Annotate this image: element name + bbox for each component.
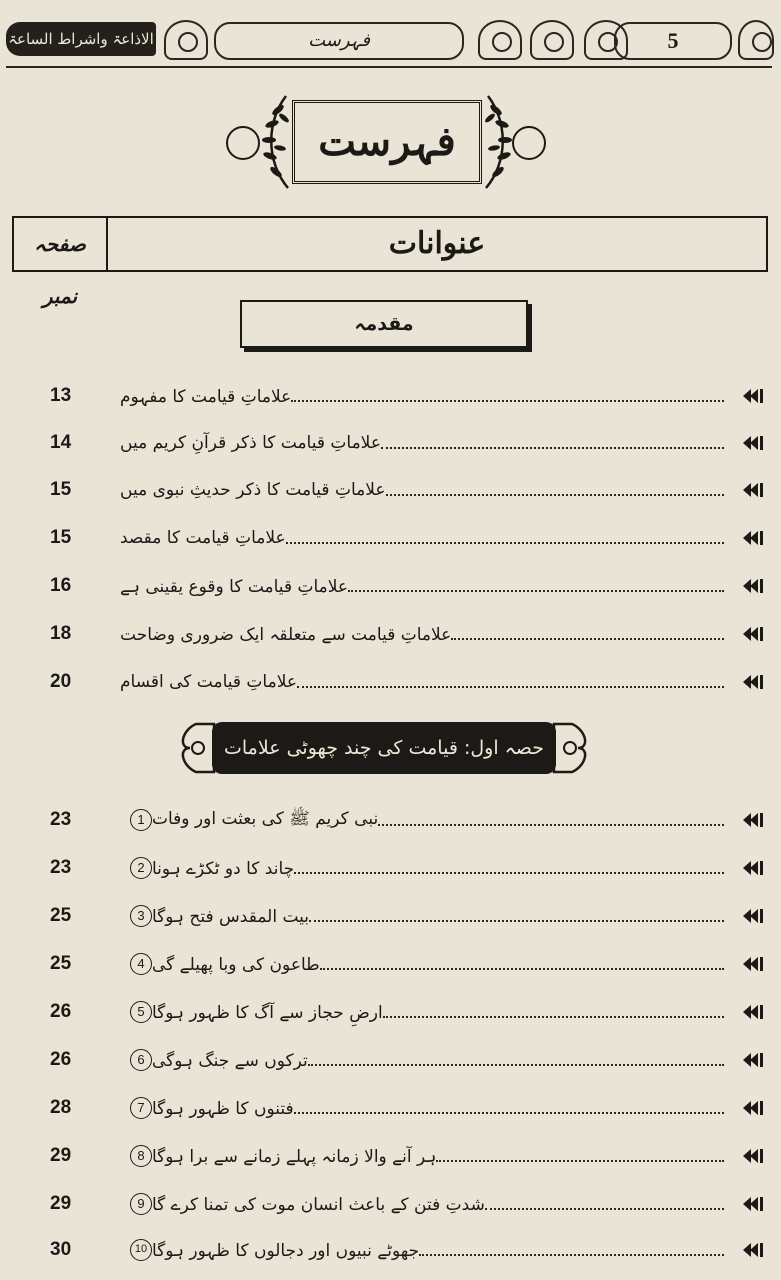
dot-leader (386, 494, 724, 496)
book-title-tab: الاذاعۃ واشراط الساعۃ (6, 22, 156, 56)
entry-number-badge: 9 (130, 1193, 152, 1215)
entry-page: 16 (50, 575, 72, 596)
running-title: فہرست (214, 22, 464, 60)
entry-title: علاماتِ قیامت کا وقوع یقینی ہے (120, 576, 349, 597)
toc-entry[interactable] (50, 1230, 766, 1270)
entry-page: 13 (50, 385, 72, 406)
toc-entry[interactable] (50, 518, 766, 558)
column-topics-label: عنوانات (388, 226, 486, 261)
entry-body (120, 470, 732, 510)
entry-title: جھوٹے نبیوں اور دجالوں کا ظہور ہوگا (152, 1240, 420, 1261)
triple-arrow-icon (742, 387, 766, 405)
entry-body (120, 944, 732, 984)
circle-ornament-icon (226, 126, 260, 160)
title-banner (226, 92, 548, 192)
page-number: 5 (614, 22, 732, 60)
entry-page: 25 (50, 905, 72, 926)
dot-leader (308, 1064, 724, 1066)
entry-page: 14 (50, 432, 72, 453)
entry-body (120, 1136, 732, 1176)
dot-leader (291, 400, 724, 402)
toc-entry[interactable] (50, 470, 766, 510)
column-header (12, 216, 768, 308)
dot-leader (451, 638, 724, 640)
entry-title: چاند کا دو ٹکڑے ہونا (152, 858, 295, 879)
dot-leader (419, 1254, 724, 1256)
intro-section-heading: مقدمہ (240, 300, 528, 348)
triple-arrow-icon (742, 1051, 766, 1069)
toc-entry[interactable] (50, 614, 766, 654)
entry-title: ہر آنے والا زمانہ پہلے زمانے سے برا ہوگا (152, 1146, 437, 1167)
entry-title: فتنوں کا ظہور ہوگا (152, 1098, 294, 1119)
laurel-icon (256, 92, 296, 192)
entry-title: علاماتِ قیامت کا مقصد (120, 528, 286, 548)
toc-entry[interactable] (50, 662, 766, 702)
triple-arrow-icon (742, 811, 766, 829)
entry-number-badge: 4 (130, 953, 152, 975)
entry-body (120, 518, 732, 558)
dot-leader (381, 447, 724, 449)
entry-number-badge: 3 (130, 905, 152, 927)
dot-leader (485, 1208, 724, 1210)
triple-arrow-icon (742, 481, 766, 499)
entry-page: 28 (50, 1097, 72, 1118)
toc-entry[interactable] (50, 848, 766, 888)
entry-body (120, 1088, 732, 1128)
entry-page: 30 (50, 1239, 72, 1260)
dot-leader (383, 1016, 724, 1018)
entry-page: 18 (50, 623, 72, 644)
entry-title: علاماتِ قیامت کا ذکر حدیثِ نبوی میں (120, 480, 386, 500)
ornament-icon (738, 20, 774, 60)
ornament-cap-icon (552, 720, 592, 776)
header-rule (6, 66, 772, 68)
entry-title: شدتِ فتن کے باعث انسان موت کی تمنا کرے گا (152, 1194, 485, 1215)
entry-body (120, 376, 732, 416)
entry-page: 23 (50, 809, 72, 830)
triple-arrow-icon (742, 1147, 766, 1165)
entry-page: 29 (50, 1193, 72, 1214)
entry-number-badge: 8 (130, 1145, 152, 1167)
dot-leader (294, 1112, 724, 1114)
toc-entry[interactable] (50, 896, 766, 936)
triple-arrow-icon (742, 673, 766, 691)
entry-body (120, 1184, 732, 1224)
entry-title: علاماتِ قیامت کا مفہوم (120, 386, 292, 407)
triple-arrow-icon (742, 1241, 766, 1259)
toc-entry[interactable] (50, 423, 766, 463)
toc-entry[interactable] (50, 566, 766, 606)
triple-arrow-icon (742, 1099, 766, 1117)
triple-arrow-icon (742, 859, 766, 877)
entry-body (120, 614, 732, 654)
dot-leader (294, 872, 724, 874)
entry-body (120, 423, 732, 463)
toc-entry[interactable] (50, 800, 766, 840)
entry-body (120, 992, 732, 1032)
entry-body (120, 896, 732, 936)
entry-page: 15 (50, 479, 72, 500)
entry-page: 26 (50, 1001, 72, 1022)
toc-entry[interactable] (50, 1088, 766, 1128)
ornament-cap-icon (176, 720, 216, 776)
toc-entry[interactable] (50, 376, 766, 416)
toc-entry[interactable] (50, 992, 766, 1032)
dot-leader (348, 590, 724, 592)
entry-page: 20 (50, 671, 72, 692)
ornament-icon (164, 20, 208, 60)
dot-leader (309, 920, 724, 922)
triple-arrow-icon (742, 529, 766, 547)
toc-entry[interactable] (50, 944, 766, 984)
toc-entry[interactable] (50, 1136, 766, 1176)
entry-title: بیت المقدس فتح ہوگا (152, 906, 310, 927)
ornament-icon (478, 20, 522, 60)
entry-page: 29 (50, 1145, 72, 1166)
entry-title: نبی کریم ﷺ کی بعثت اور وفات (152, 808, 379, 829)
triple-arrow-icon (742, 907, 766, 925)
entry-body (120, 848, 732, 888)
dot-leader (378, 824, 724, 826)
entry-title: ترکوں سے جنگ ہوگی (152, 1050, 308, 1071)
entry-number-badge: 6 (130, 1049, 152, 1071)
entry-number-badge: 2 (130, 857, 152, 879)
entry-body (120, 662, 732, 702)
dot-leader (286, 542, 724, 544)
entry-body (120, 566, 732, 606)
triple-arrow-icon (742, 625, 766, 643)
entry-page: 25 (50, 953, 72, 974)
entry-page: 23 (50, 857, 72, 878)
entry-page: 26 (50, 1049, 72, 1070)
running-header (0, 10, 781, 62)
toc-entry[interactable] (50, 1184, 766, 1224)
triple-arrow-icon (742, 955, 766, 973)
circle-ornament-icon (512, 126, 546, 160)
triple-arrow-icon (742, 1195, 766, 1213)
entry-body (120, 1230, 732, 1270)
ornament-icon (530, 20, 574, 60)
column-page-label: صفحہ نمبر (34, 232, 86, 308)
entry-number-badge: 10 (130, 1239, 152, 1261)
entry-number-badge: 5 (130, 1001, 152, 1023)
entry-page: 15 (50, 527, 72, 548)
part-one-banner (176, 720, 592, 776)
dot-leader (320, 968, 724, 970)
entry-title: طاعون کی وبا پھیلے گی (152, 954, 320, 975)
part-one-heading: حصہ اول: قیامت کی چند چھوٹی علامات (212, 722, 556, 774)
entry-title: علاماتِ قیامت کا ذکر قرآنِ کریم میں (120, 433, 381, 453)
entry-body (120, 800, 732, 840)
toc-entry[interactable] (50, 1040, 766, 1080)
dot-leader (297, 686, 724, 688)
entry-title: علاماتِ قیامت کی اقسام (120, 672, 298, 692)
entry-number-badge: 7 (130, 1097, 152, 1119)
page-title: فہرست (318, 118, 456, 165)
entry-title: ارضِ حجاز سے آگ کا ظہور ہوگا (152, 1002, 383, 1023)
entry-body (120, 1040, 732, 1080)
entry-number-badge: 1 (130, 809, 152, 831)
dot-leader (436, 1160, 724, 1162)
triple-arrow-icon (742, 434, 766, 452)
triple-arrow-icon (742, 577, 766, 595)
triple-arrow-icon (742, 1003, 766, 1021)
entry-title: علاماتِ قیامت سے متعلقہ ایک ضروری وضاحت (120, 624, 452, 645)
